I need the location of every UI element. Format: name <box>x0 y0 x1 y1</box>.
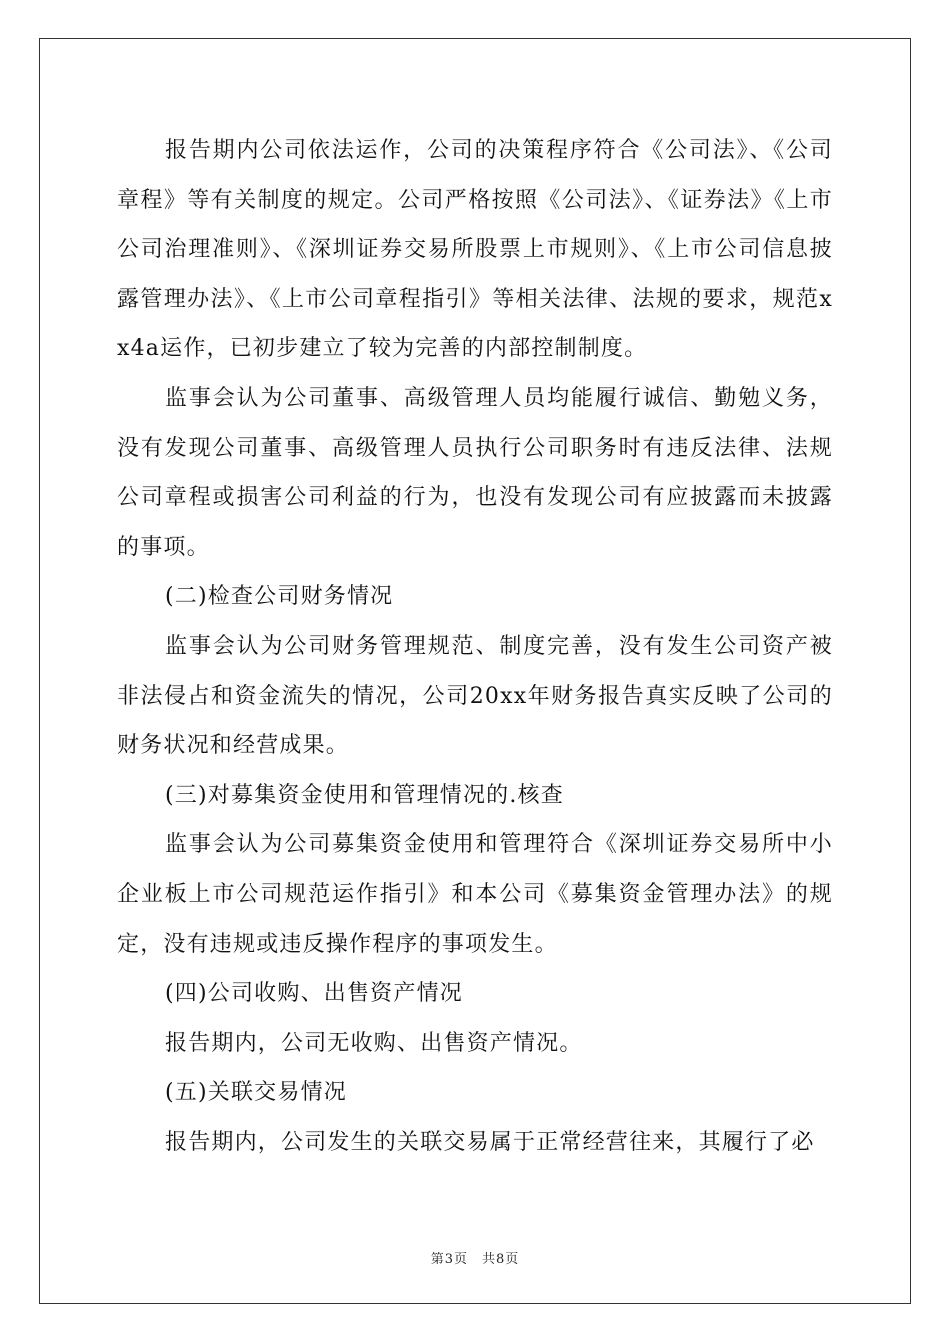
paragraph-finance-review: 监事会认为公司财务管理规范、制度完善，没有发生公司资产被非法侵占和资金流失的情况，公司20xx年财务报告真实反映了公司的财务状况和经营成果。 <box>117 633 833 759</box>
section-heading-finance: (二)检查公司财务情况 <box>165 584 394 610</box>
section-heading-acquisitions: (四)公司收购、出售资产情况 <box>165 981 463 1007</box>
document-body <box>117 126 833 1167</box>
paragraph-operation-compliance: 报告期内公司依法运作，公司的决策程序符合《公司法》、《公司章程》等有关制度的规定。公司严格按照《公司法》、《证券法》《上市公司治理准则》、《深圳证券交易所股票上市规则》、《上市公司信息披露管理办法》、《上市公司章程指引》等相关法律、法规的要求，规范xx4a运作，已初步建立了较为完善的内部控制制度。 <box>117 138 833 362</box>
paragraph-directors-duties: 监事会认为公司董事、高级管理人员均能履行诚信、勤勉义务，没有发现公司董事、高级管理人员执行公司职务时有违反法律、法规公司章程或损害公司利益的行为，也没有发现公司有应披露而未披露的事项。 <box>117 385 833 560</box>
paragraph-related-transactions-review: 报告期内，公司发生的关联交易属于正常经营往来，其履行了必 <box>165 1129 815 1155</box>
page-footer <box>0 1248 950 1267</box>
section-heading-related-transactions: (五)关联交易情况 <box>165 1080 347 1106</box>
paragraph-raised-funds-review: 监事会认为公司募集资金使用和管理符合《深圳证券交易所中小企业板上市公司规范运作指引》和本公司《募集资金管理办法》的规定，没有违规或违反操作程序的事项发生。 <box>117 832 833 957</box>
page-total: 共8页 <box>482 1252 520 1267</box>
paragraph-acquisitions-review: 报告期内，公司无收购、出售资产情况。 <box>165 1030 583 1056</box>
page-number: 第3页 <box>430 1252 468 1267</box>
section-heading-raised-funds: (三)对募集资金使用和管理情况的.核查 <box>165 782 564 808</box>
